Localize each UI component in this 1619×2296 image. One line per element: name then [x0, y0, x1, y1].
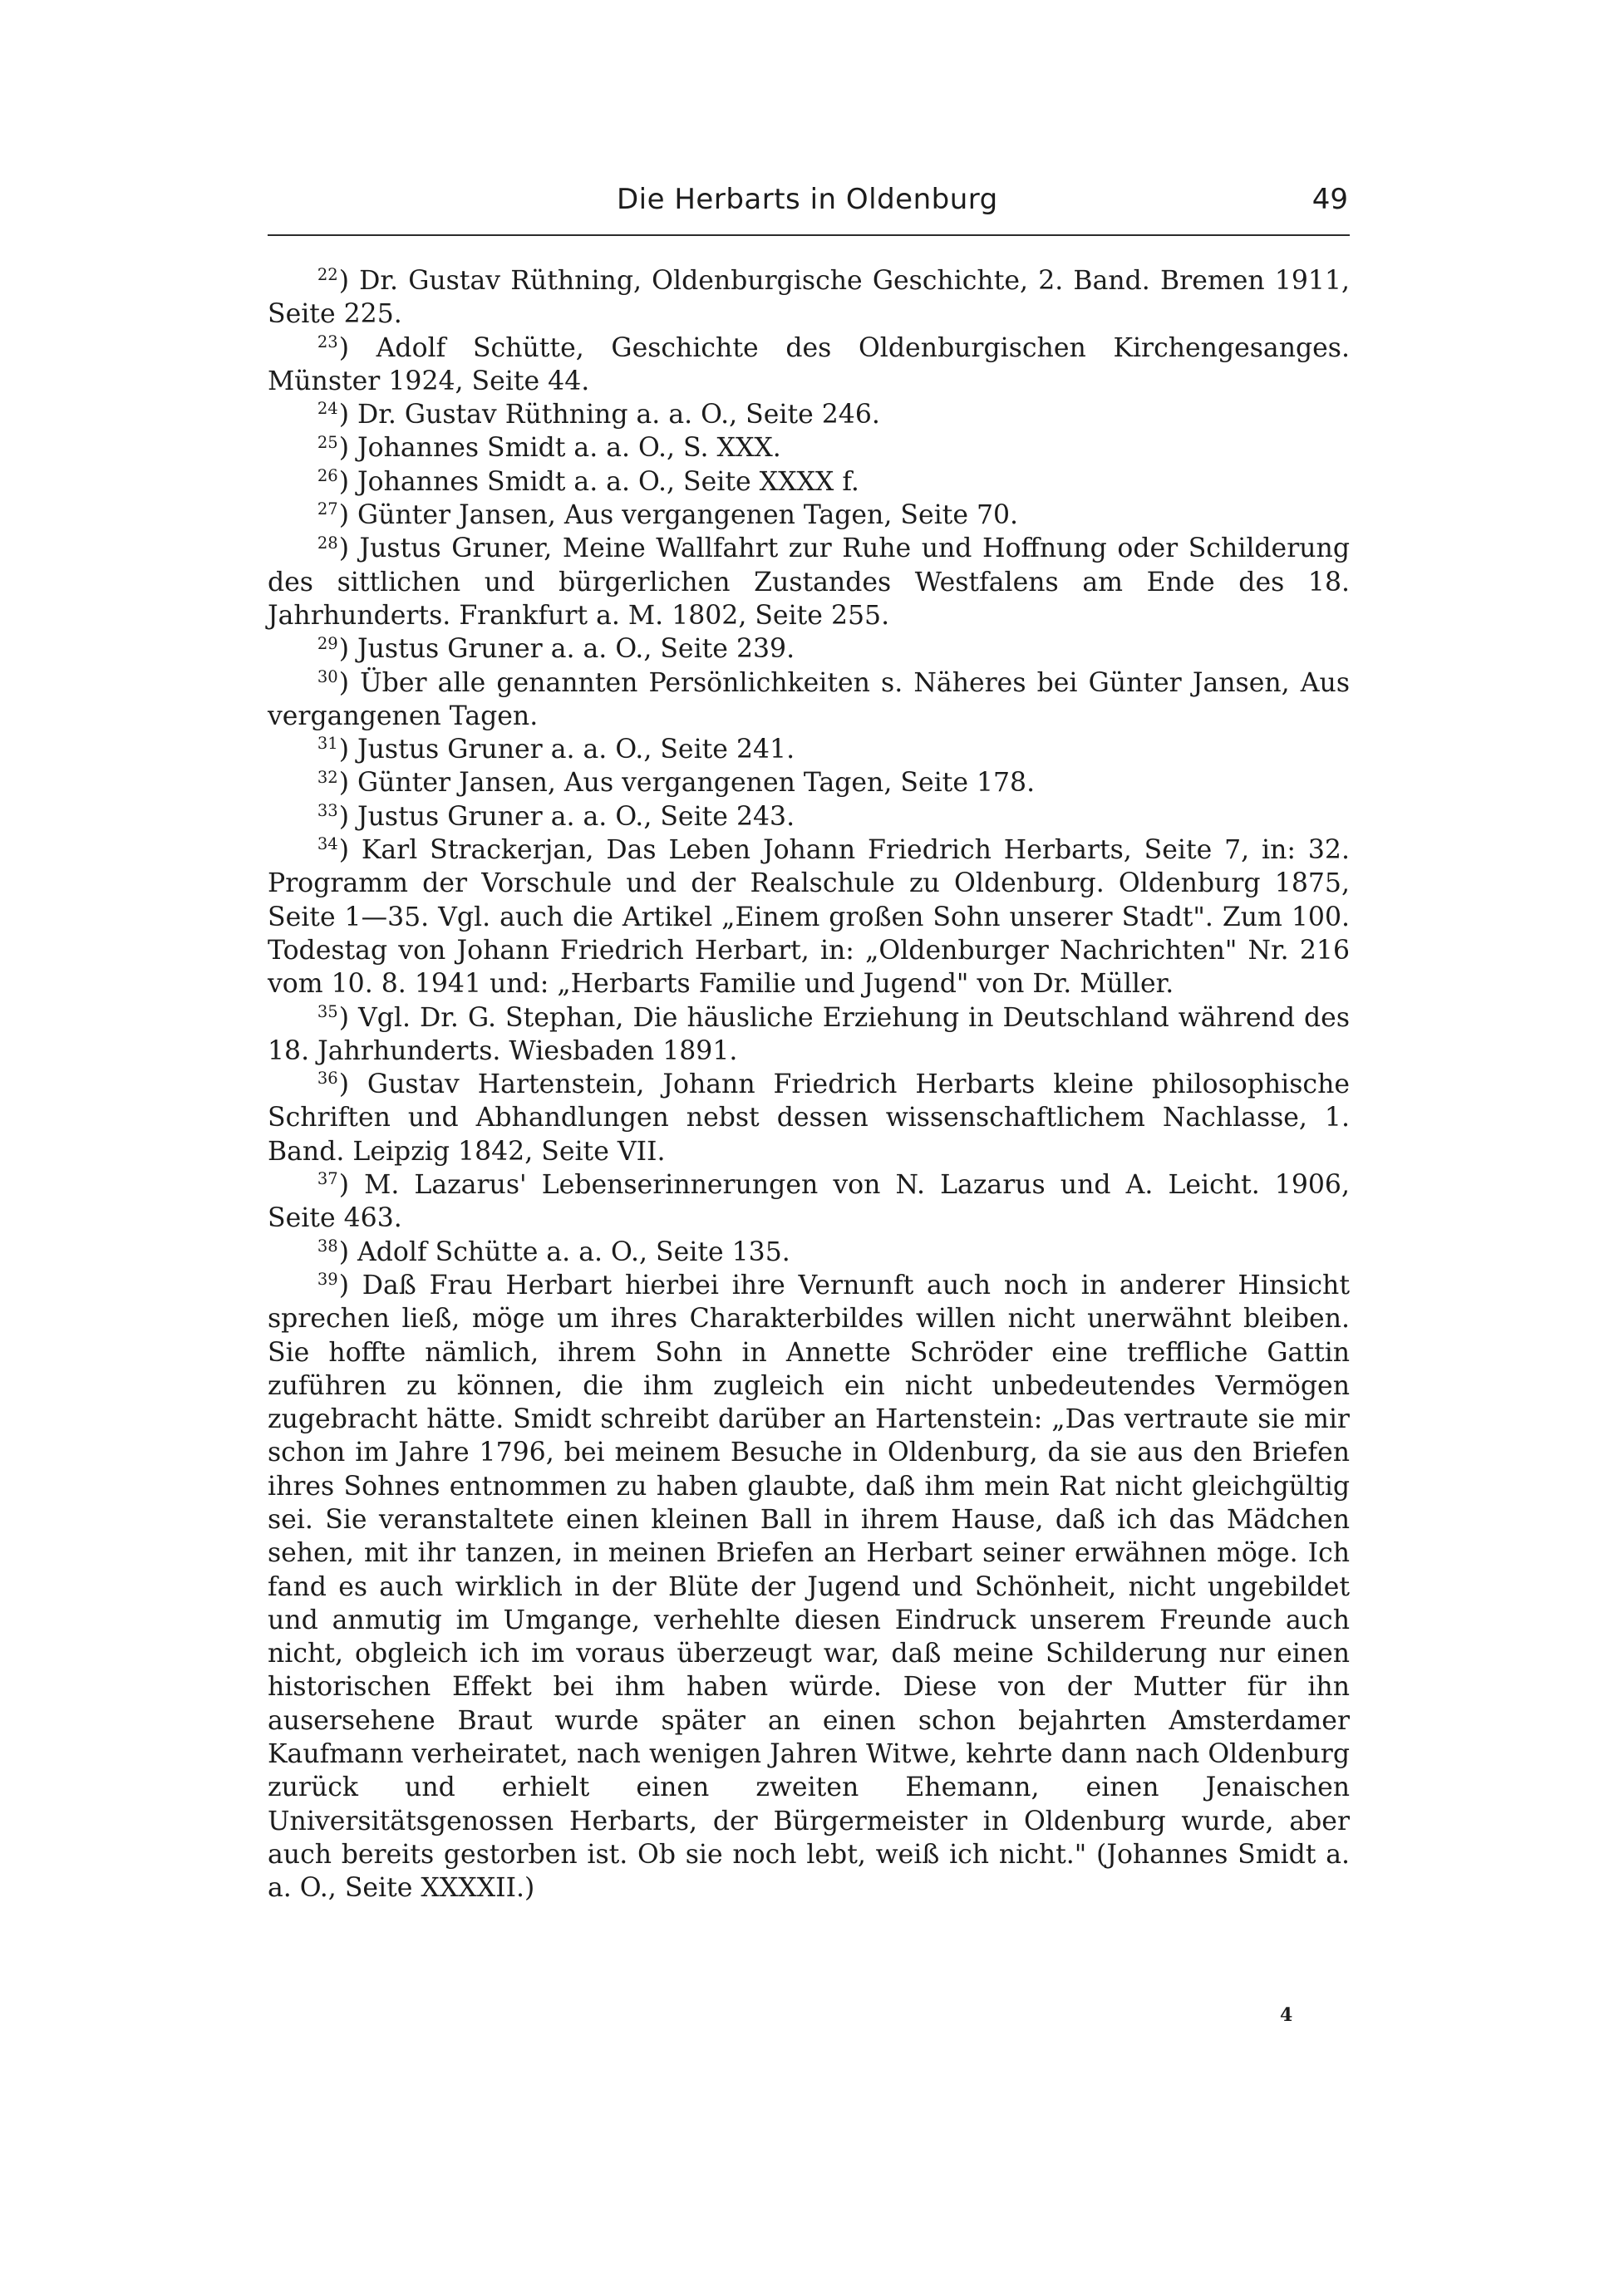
footnote: $^{30}$) Über alle genannten Persönlichkeiten s. Näheres bei Günter Jansen, Aus vergangenen Tagen.	[268, 666, 1351, 731]
footnote: $^{32}$) Günter Jansen, Aus vergangenen Tagen, Seite 178.	[317, 767, 1036, 799]
footnote-text: Karl Strackerjan, Das Leben Johann Friedrich Herbarts, Seite 7, in: 32. Programm der Vorschule und der Realschule zu Oldenburg. Oldenburg 1875, Seite 1—35. Vgl. auch die Artikel „Einem großen Sohn unserer Stadt". Zum 100. Todestag von Johann Friedrich Herbart, in: „Oldenburger Nachrichten" Nr. 216 vom 10. 8. 1941 und: „Herbarts Familie und Jugend" von Dr. Müller.	[268, 835, 1350, 1000]
footnote-text: Günter Jansen, Aus vergangenen Tagen, Seite 70.	[357, 500, 1019, 531]
footnote-number: 38	[317, 1236, 338, 1256]
footnote-number: 33	[317, 801, 338, 821]
footnote-number: 23	[317, 332, 338, 352]
footnote-list	[268, 264, 1350, 1905]
footnote-text: Justus Gruner a. a. O., Seite 243.	[357, 801, 795, 832]
footnote-number: 36	[317, 1069, 338, 1089]
page-number: 49	[1311, 183, 1348, 216]
running-title: Die Herbarts in Oldenburg	[617, 183, 998, 216]
footnote: $^{38}$) Adolf Schütte a. a. O., Seite 135.	[317, 1236, 790, 1267]
footnote-text: M. Lazarus' Lebenserinnerungen von N. Lazarus und A. Leicht. 1906, Seite 463.	[268, 1170, 1350, 1234]
footnote: $^{23}$) Adolf Schütte, Geschichte des Oldenburgischen Kirchengesanges. Münster 1924, Seite 44.	[268, 332, 1350, 396]
footnote-number: 32	[317, 767, 338, 787]
footnote-text: Gustav Hartenstein, Johann Friedrich Herbarts kleine philosophische Schriften und Abhandlungen nebst dessen wissenschaftlichem Nachlasse, 1. Band. Leipzig 1842, Seite VII.	[268, 1069, 1350, 1167]
header-rule	[268, 234, 1350, 236]
footnote: $^{36}$) Gustav Hartenstein, Johann Friedrich Herbarts kleine philosophische Schriften und Abhandlungen nebst dessen wissenschaftlichem Nachlasse, 1. Band. Leipzig 1842, Seite VII.	[268, 1069, 1350, 1167]
footnote-text: Dr. Gustav Rüthning a. a. O., Seite 246.	[357, 400, 880, 430]
footnote-text: Vgl. Dr. G. Stephan, Die häusliche Erziehung in Deutschland während des 18. Jahrhunderts. Wiesbaden 1891.	[268, 1002, 1350, 1066]
signature-mark: 4	[1280, 2004, 1293, 2026]
footnote: $^{28}$) Justus Gruner, Meine Wallfahrt zur Ruhe und Hoffnung oder Schilderung des sittlichen und bürgerlichen Zustandes Westfalens am Ende des 18. Jahrhunderts. Frankfurt a. M. 1802, Seite 255.	[268, 533, 1350, 631]
footnote-number: 31	[317, 734, 338, 754]
footnote: $^{35}$) Vgl. Dr. G. Stephan, Die häusliche Erziehung in Deutschland während des 18. Jahrhunderts. Wiesbaden 1891.	[268, 1001, 1350, 1066]
footnote: $^{37}$) M. Lazarus' Lebenserinnerungen von N. Lazarus und A. Leicht. 1906, Seite 463.	[268, 1169, 1350, 1234]
footnote-text: Adolf Schütte, Geschichte des Oldenburgischen Kirchengesanges. Münster 1924, Seite 44.	[268, 332, 1350, 396]
footnote-text: Über alle genannten Persönlichkeiten s. Näheres bei Günter Jansen, Aus vergangenen Tagen.	[268, 667, 1351, 731]
footnote-number: 28	[317, 533, 338, 553]
footnote-number: 37	[317, 1169, 338, 1189]
footnote-text: Dr. Gustav Rüthning, Oldenburgische Geschichte, 2. Band. Bremen 1911, Seite 225.	[268, 266, 1350, 330]
footnote-text: Justus Gruner a. a. O., Seite 239.	[357, 634, 795, 665]
footnote-number: 24	[317, 399, 338, 419]
running-head	[268, 183, 1348, 233]
footnote: $^{34}$) Karl Strackerjan, Das Leben Johann Friedrich Herbarts, Seite 7, in: 32. Programm der Vorschule und der Realschule zu Oldenburg. Oldenburg 1875, Seite 1—35. Vgl. auch die Artikel „Einem großen Sohn unserer Stadt". Zum 100. Todestag von Johann Friedrich Herbart, in: „Oldenburger Nachrichten" Nr. 216 vom 10. 8. 1941 und: „Herbarts Familie und Jugend" von Dr. Müller.	[268, 834, 1350, 1000]
footnote: $^{24}$) Dr. Gustav Rüthning a. a. O., Seite 246.	[317, 399, 880, 430]
footnote-text: Johannes Smidt a. a. O., S. XXX.	[357, 433, 781, 464]
footnote: $^{39}$) Daß Frau Herbart hierbei ihre Vernunft auch noch in anderer Hinsicht sprechen ließ, möge um ihres Charakterbildes willen nicht unerwähnt bleiben. Sie hoffte nämlich, ihrem Sohn in Annette Schröder eine treffliche Gattin zuführen zu können, die ihm zugleich ein nicht unbedeutendes Vermögen zugebracht hätte. Smidt schreibt darüber an Hartenstein: „Das vertraute sie mir schon im Jahre 1796, bei meinem Besuche in Oldenburg, da sie aus den Briefen ihres Sohnes entnommen zu haben glaubte, daß ihm mein Rat nicht gleichgültig sei. Sie veranstaltete einen kleinen Ball in ihrem Hause, daß ich das Mädchen sehen, mit ihr tanzen, in meinen Briefen an Herbart seiner erwähnen möge. Ich fand es auch wirklich in der Blüte der Jugend und Schönheit, nicht ungebildet und anmutig im Umgange, verhehlte diesen Eindruck unserem Freunde auch nicht, obgleich ich im voraus überzeugt war, daß meine Schilderung nur einen historischen Effekt bei ihm haben würde. Diese von der Mutter für ihn ausersehene Braut wurde später an einen schon bejahrten Amsterdamer Kaufmann verheiratet, nach wenigen Jahren Witwe, kehrte dann nach Oldenburg zurück und erhielt einen zweiten Ehemann, einen Jenaischen Universitätsgenossen Herbarts, der Bürgermeister in Oldenburg wurde, aber auch bereits gestorben ist. Ob sie noch lebt, weiß ich nicht." (Johannes Smidt a. a. O., Seite XXXXII.)	[268, 1270, 1350, 1904]
footnote-number: 26	[317, 466, 338, 486]
footnote: $^{26}$) Johannes Smidt a. a. O., Seite XXXX f.	[317, 466, 859, 497]
footnote: $^{33}$) Justus Gruner a. a. O., Seite 243.	[317, 801, 795, 832]
footnote-text: Justus Gruner, Meine Wallfahrt zur Ruhe und Hoffnung oder Schilderung des sittlichen und bürgerlichen Zustandes Westfalens am Ende des 18. Jahrhunderts. Frankfurt a. M. 1802, Seite 255.	[268, 533, 1350, 631]
footnote: $^{22}$) Dr. Gustav Rüthning, Oldenburgische Geschichte, 2. Band. Bremen 1911, Seite 225.	[268, 265, 1350, 330]
footnote-number: 27	[317, 499, 338, 519]
footnote-text: Justus Gruner a. a. O., Seite 241.	[357, 735, 795, 765]
footnote: $^{31}$) Justus Gruner a. a. O., Seite 241.	[317, 734, 795, 765]
footnote: $^{27}$) Günter Jansen, Aus vergangenen Tagen, Seite 70.	[317, 499, 1019, 531]
footnote: $^{25}$) Johannes Smidt a. a. O., S. XXX.	[317, 432, 781, 464]
footnote: $^{29}$) Justus Gruner a. a. O., Seite 239.	[317, 633, 795, 665]
footnote-number: 29	[317, 633, 338, 653]
footnote-number: 22	[317, 265, 338, 285]
footnote-number: 35	[317, 1001, 338, 1021]
footnote-text: Daß Frau Herbart hierbei ihre Vernunft auch noch in anderer Hinsicht sprechen ließ, möge um ihres Charakterbildes willen nicht unerwähnt bleiben. Sie hoffte nämlich, ihrem Sohn in Annette Schröder eine treffliche Gattin zuführen zu können, die ihm zugleich ein nicht unbedeutendes Vermögen zugebracht hätte. Smidt schreibt darüber an Hartenstein: „Das vertraute sie mir schon im Jahre 1796, bei meinem Besuche in Oldenburg, da sie aus den Briefen ihres Sohnes entnommen zu haben glaubte, daß ihm mein Rat nicht gleichgültig sei. Sie veranstaltete einen kleinen Ball in ihrem Hause, daß ich das Mädchen sehen, mit ihr tanzen, in meinen Briefen an Herbart seiner erwähnen möge. Ich fand es auch wirklich in der Blüte der Jugend und Schönheit, nicht ungebildet und anmutig im Umgange, verhehlte diesen Eindruck unserem Freunde auch nicht, obgleich ich im voraus überzeugt war, daß meine Schilderung nur einen historischen Effekt bei ihm haben würde. Diese von der Mutter für ihn ausersehene Braut wurde später an einen schon bejahrten Amsterdamer Kaufmann verheiratet, nach wenigen Jahren Witwe, kehrte dann nach Oldenburg zurück und erhielt einen zweiten Ehemann, einen Jenaischen Universitätsgenossen Herbarts, der Bürgermeister in Oldenburg wurde, aber auch bereits gestorben ist. Ob sie noch lebt, weiß ich nicht." (Johannes Smidt a. a. O., Seite XXXXII.)	[268, 1270, 1350, 1904]
footnote-text: Adolf Schütte a. a. O., Seite 135.	[357, 1236, 790, 1267]
footnote-number: 34	[317, 834, 338, 854]
footnote-text: Johannes Smidt a. a. O., Seite XXXX f.	[357, 466, 859, 497]
footnote-number: 39	[317, 1270, 338, 1290]
footnote-text: Günter Jansen, Aus vergangenen Tagen, Seite 178.	[357, 768, 1036, 799]
footnote-number: 30	[317, 666, 338, 686]
footnote-number: 25	[317, 432, 338, 452]
